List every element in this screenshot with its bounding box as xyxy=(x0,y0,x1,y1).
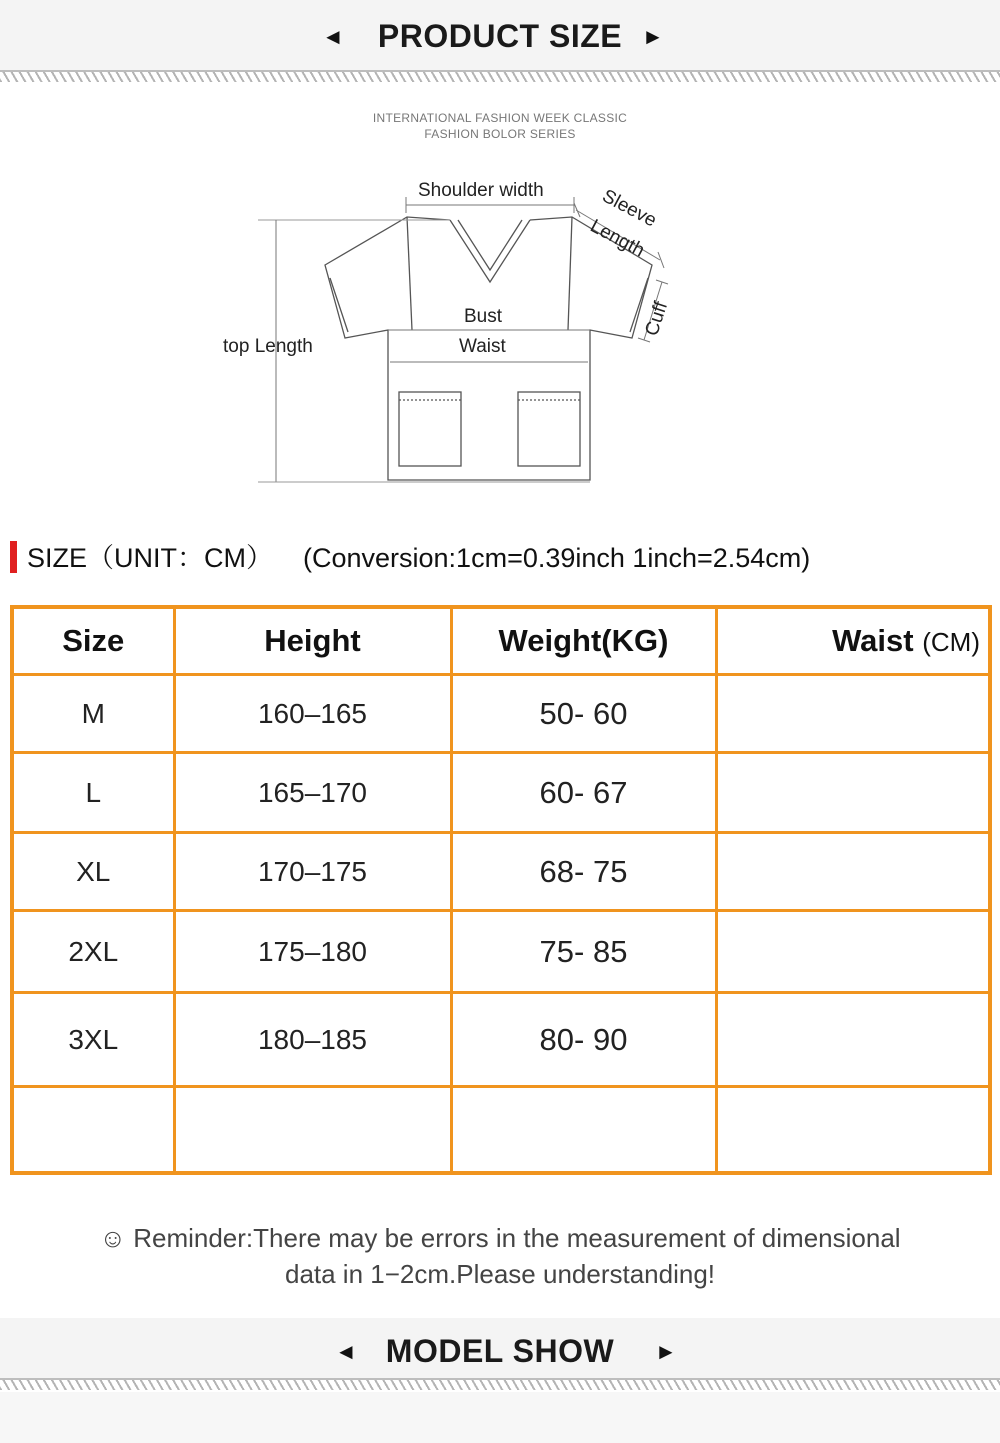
table-row xyxy=(12,753,990,833)
table-row xyxy=(12,911,990,993)
size-table xyxy=(10,605,992,1175)
label-length: Length xyxy=(586,215,648,262)
label-bust: Bust xyxy=(464,306,503,327)
bottom-band xyxy=(0,1392,1000,1443)
arrow-left-icon: ◄ xyxy=(322,24,344,49)
reminder-line-2: data in 1−2cm.Please understanding! xyxy=(284,1259,715,1289)
cell-waist xyxy=(716,753,990,833)
table-header-row xyxy=(12,607,990,675)
cell-size: 2XL xyxy=(12,911,174,993)
size-title: SIZE（UNIT：CM） xyxy=(27,543,273,573)
cell-height xyxy=(174,1087,451,1174)
label-top-length: top Length xyxy=(223,336,313,357)
header-waist-cell xyxy=(716,607,990,675)
arrow-left-icon: ◄ xyxy=(335,1339,357,1364)
cell-size: L xyxy=(12,753,174,833)
header-height: Height xyxy=(174,607,451,675)
cell-height: 160–165 xyxy=(174,675,451,753)
cell-size: XL xyxy=(12,833,174,911)
series-line-2: FASHION BOLOR SERIES xyxy=(424,127,576,141)
cell-weight: 80- 90 xyxy=(451,993,716,1087)
cell-waist xyxy=(716,675,990,753)
header-waist: Waist xyxy=(832,623,914,658)
table-row xyxy=(12,675,990,753)
reminder-line-1: ☺ Reminder:There may be errors in the measurement of dimensional xyxy=(99,1223,901,1253)
cell-size: M xyxy=(12,675,174,753)
arrow-right-icon: ► xyxy=(642,24,664,49)
product-size-title: PRODUCT SIZE xyxy=(377,18,623,54)
series-line-1: INTERNATIONAL FASHION WEEK CLASSIC xyxy=(372,111,628,125)
label-sleeve: Sleeve xyxy=(598,185,660,232)
cell-size xyxy=(12,1087,174,1174)
cell-height: 170–175 xyxy=(174,833,451,911)
header-divider xyxy=(0,70,1000,82)
cell-height: 180–185 xyxy=(174,993,451,1087)
cell-waist xyxy=(716,833,990,911)
label-cuff: Cuff xyxy=(641,299,673,339)
accent-bar xyxy=(10,541,17,573)
cell-waist xyxy=(716,1087,990,1174)
arrow-right-icon: ► xyxy=(655,1339,677,1364)
cell-waist xyxy=(716,993,990,1087)
model-show-divider xyxy=(0,1378,1000,1390)
garment-diagram xyxy=(200,170,720,500)
cell-weight: 60- 67 xyxy=(451,753,716,833)
model-show-title: MODEL SHOW xyxy=(385,1333,615,1369)
table-row xyxy=(12,993,990,1087)
cell-waist xyxy=(716,911,990,993)
series-caption xyxy=(0,110,1000,142)
header-size: Size xyxy=(12,607,174,675)
label-shoulder-width: Shoulder width xyxy=(418,180,544,201)
table-row xyxy=(12,833,990,911)
size-heading xyxy=(10,536,810,576)
cell-height: 165–170 xyxy=(174,753,451,833)
cell-weight: 50- 60 xyxy=(451,675,716,753)
cell-size: 3XL xyxy=(12,993,174,1087)
cell-weight xyxy=(451,1087,716,1174)
header-waist-unit: (CM) xyxy=(922,627,980,657)
table-row xyxy=(12,1087,990,1174)
label-waist: Waist xyxy=(459,336,506,357)
reminder-note xyxy=(0,1220,1000,1292)
cell-height: 175–180 xyxy=(174,911,451,993)
cell-weight: 75- 85 xyxy=(451,911,716,993)
header-weight: Weight(KG) xyxy=(451,607,716,675)
cell-weight: 68- 75 xyxy=(451,833,716,911)
conversion-note: (Conversion:1cm=0.39inch 1inch=2.54cm) xyxy=(303,543,811,573)
